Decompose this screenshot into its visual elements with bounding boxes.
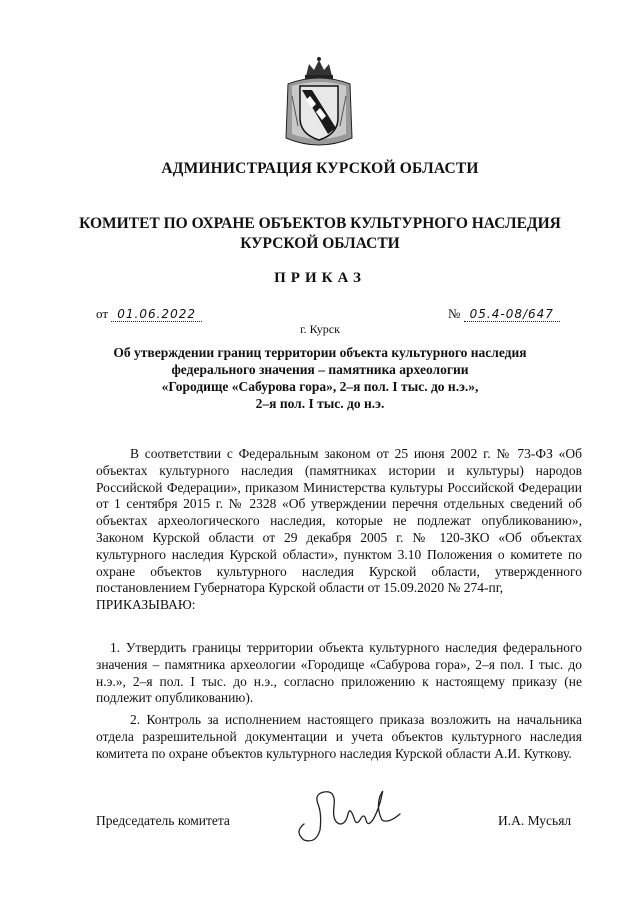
order-item-1: 1. Утвердить границы территории объекта культурного наследия федерального значения – памятника археологии «Городище «Сабурова гора», 2–я пол. I тыс. до н.э.», 2–я пол. I тыс. до н.э., согласно приложению к настоящему приказу (не подлежит опубликованию).	[96, 640, 582, 706]
subject-line2: федерального значения – памятника археологии	[171, 362, 469, 377]
committee-title-line2: КУРСКОЙ ОБЛАСТИ	[240, 235, 400, 252]
committee-title	[0, 214, 640, 254]
number-prefix: №	[448, 306, 461, 321]
committee-title-line1: КОМИТЕТ ПО ОХРАНЕ ОБЪЕКТОВ КУЛЬТУРНОГО НАСЛЕДИЯ	[79, 215, 561, 232]
subject-line1: Об утверждении границ территории объекта культурного наследия	[113, 345, 527, 360]
date-prefix: от	[96, 306, 109, 321]
preamble-paragraph	[96, 446, 582, 614]
order-item-2: 2. Контроль за исполнением настоящего приказа возложить на начальника отдела разрешительной документации и учета объектов культурного наследия комитета по охране объектов культурного наследия Курской области А.И. Куткову.	[96, 712, 582, 761]
handwritten-signature-icon	[290, 784, 410, 846]
document-type: ПРИКАЗ	[274, 270, 366, 286]
kursk-coat-of-arms-icon	[282, 56, 356, 148]
order-subject	[0, 344, 640, 412]
preamble-text: В соответствии с Федеральным законом от 25 июня 2002 г. № 73-ФЗ «Об объектах культурного наследия (памятниках истории и культуры) народов Российской Федерации», приказом Министерства культуры Российской Федерации от 1 сентября 2015 г. № 2328 «Об утверждении перечня отдельных сведений об объектах археологического наследия, которые не подлежат опубликованию», Законом Курской области от 29 декабря 2005 г. № 120-ЗКО «Об объектах культурного наследия Курской области», пунктом 3.10 Положения о комитете по охране объектов культурного наследия Курской области, утвержденного постановлением Губернатора Курской области от 15.09.2020 № 274-пг,	[96, 446, 582, 596]
signer-position: Председатель комитета	[96, 813, 230, 828]
subject-line4: 2–я пол. I тыс. до н.э.	[255, 396, 385, 411]
order-word: ПРИКАЗЫВАЮ:	[96, 597, 196, 613]
signer-name: И.А. Мусьял	[498, 813, 572, 828]
document-number	[448, 306, 560, 322]
administration-title: АДМИНИСТРАЦИЯ КУРСКОЙ ОБЛАСТИ	[161, 160, 479, 177]
subject-line3: «Городище «Сабурова гора», 2–я пол. I тыс. до н.э.»,	[161, 379, 479, 394]
document-date	[96, 306, 202, 322]
city-label: г. Курск	[300, 322, 340, 336]
number-value: 05.4-08/647	[464, 307, 560, 322]
date-value: 01.06.2022	[111, 307, 202, 322]
